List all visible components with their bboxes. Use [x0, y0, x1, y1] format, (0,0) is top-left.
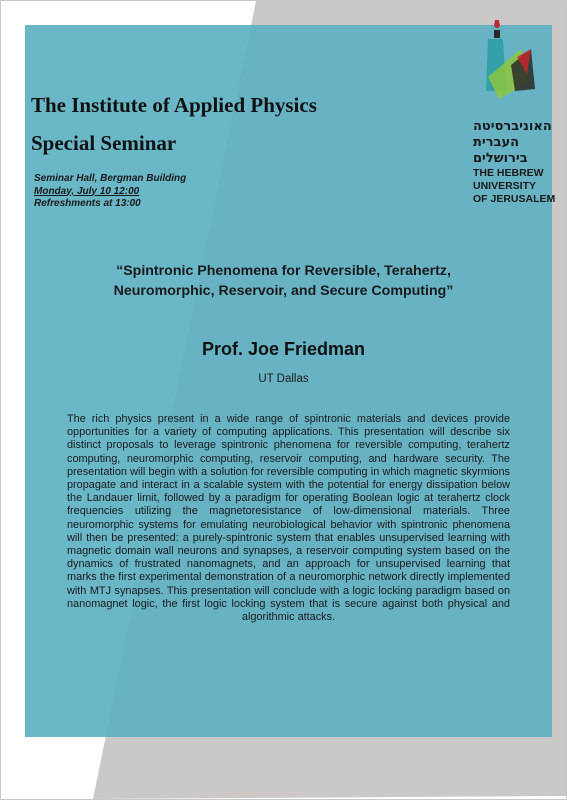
event-details	[34, 173, 186, 211]
hebrew-name-line-2: העברית	[473, 135, 520, 150]
location: Seminar Hall, Bergman Building	[34, 173, 187, 184]
seminar-title: Special Seminar	[31, 131, 177, 155]
english-name-line-2: UNIVERSITY	[473, 180, 537, 192]
english-name-line-1: THE HEBREW	[473, 167, 544, 179]
speaker-name: Prof. Joe Friedman	[201, 339, 366, 359]
university-name	[473, 119, 563, 206]
hebrew-name-line-3: בירושלים	[473, 151, 528, 166]
university-logo	[473, 19, 563, 209]
institute-title: The Institute of Applied Physics	[31, 93, 317, 117]
hebrew-name-line-1: האוניברסיטה	[473, 119, 552, 134]
abstract: The rich physics present in a wide range of spintronic materials and devices provide opportunities for a variety of computing applications. This presentation will describe six distinct proposals to leverage spintronic phenomena for reversible computing, terahertz computing, neuromorphic computing, reservoir computing, and hardware security. The presentation will begin with a solution for reversible computing in which magnetic skyrmions propagate and interact in a scalable system with the potential for energy dissipation below the Landauer limit, followed by a paradigm for operating Boolean logic at terahertz clock frequencies utilizing the magnetoresistance of low-dimensional materials. Three neuromorphic systems for emulating neurobiological behavior with spintronic phenomena will then be presented: a purely-spintronic system that enables unsupervised learning with magnetic domain wall neurons and synapses, a reservoir computing system based on the dynamics of frustrated nanomagnets, and an approach for unsupervised learning that marks the first experimental demonstration of a neuromorphic network directly implemented with MTJ synapses. This presentation will conclude with a logic locking paradigm based on nanomagnet logic, the first logic locking system that is secure against both physical and algorithmic attacks.	[67, 413, 510, 624]
english-name-line-3: OF JERUSALEM	[473, 193, 556, 205]
university-emblem-icon	[479, 19, 539, 109]
speaker-affiliation: UT Dallas	[258, 373, 309, 385]
talk-title: “Spintronic Phenomena for Reversible, Terahertz, Neuromorphic, Reservoir, and Secure Computing”	[113, 263, 454, 299]
refreshments: Refreshments at 13:00	[34, 198, 141, 209]
date-time: Monday, July 10 12:00	[34, 185, 140, 197]
